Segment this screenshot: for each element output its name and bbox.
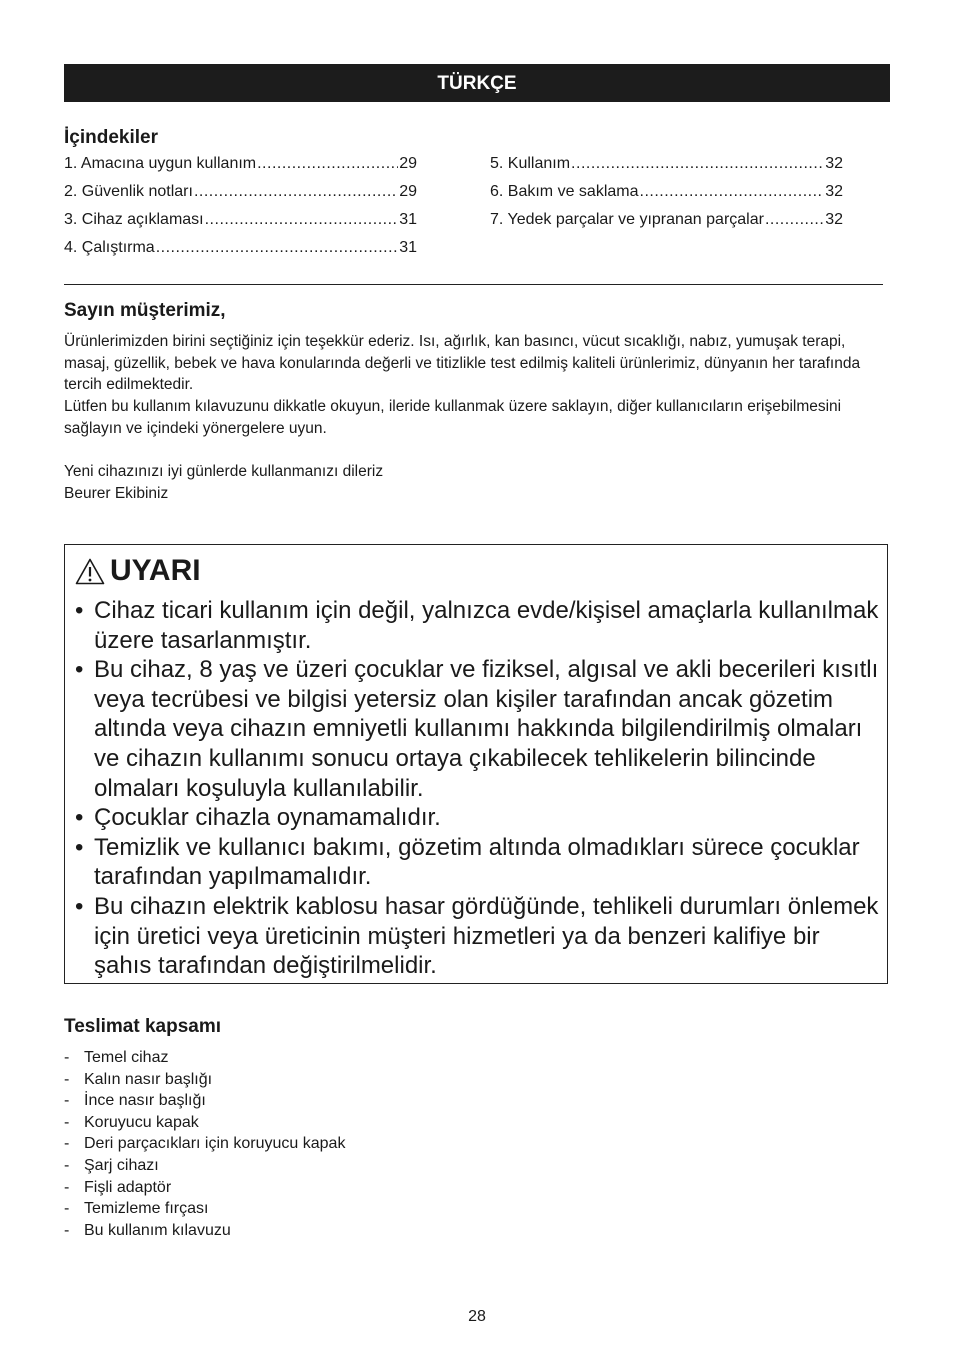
toc-column-left bbox=[64, 155, 417, 267]
warning-item: • Bu cihazın elektrik kablosu hasar gördüğünde, tehlikeli durumları önlemek için üretici veya üreticinin müşteri hizmetleri ya da benzeri kalifiye bir şahıs tarafından değiştirilmelidir. bbox=[75, 892, 883, 981]
delivery-item: - Kalın nasır başlığı bbox=[64, 1069, 345, 1091]
toc-leader bbox=[765, 211, 824, 229]
toc-item-label: 4. Çalıştırma bbox=[64, 239, 155, 256]
toc-leader bbox=[194, 183, 398, 201]
greeting-paragraph-1: Ürünlerimizden birini seçtiğiniz için teşekkür ederiz. Isı, ağırlık, kan basıncı, vücut sıcaklığı, nabız, yumuşak terapi, masaj, güzellik, bebek ve hava konularında değerli ve titizlikle test edilmiş kaliteli ürünlerimiz, dünyanın her tarafında tercih edilmektedir. bbox=[64, 333, 861, 394]
toc-item-label: 3. Cihaz açıklaması bbox=[64, 211, 204, 228]
toc-title: İçindekiler bbox=[64, 127, 158, 148]
toc-item-page: 32 bbox=[825, 211, 843, 228]
delivery-item: - Şarj cihazı bbox=[64, 1155, 345, 1177]
toc-item-label: 1. Amacına uygun kullanım bbox=[64, 155, 257, 172]
toc-item-page: 31 bbox=[399, 239, 417, 256]
delivery-title: Teslimat kapsamı bbox=[64, 1016, 222, 1037]
toc-item[interactable] bbox=[490, 155, 843, 183]
toc-item[interactable] bbox=[64, 155, 417, 183]
toc-item[interactable] bbox=[64, 211, 417, 239]
warning-item: • Bu cihaz, 8 yaş ve üzeri çocuklar ve fiziksel, algısal ve akli becerileri kısıtlı veya tecrübesi ve bilgisi yetersiz olan kişiler tarafından ancak gözetim altında veya cihazın emniyetli kullanımı hakkında bilgilendirilmiş olmaları ve cihazın kullanımı sonucu ortaya çıkabilecek tehlikelerin bilincinde olmaları koşuluyla kullanılabilir. bbox=[75, 655, 883, 803]
delivery-item: - Bu kullanım kılavuzu bbox=[64, 1220, 345, 1242]
warning-list bbox=[75, 596, 883, 981]
delivery-item: - Temel cihaz bbox=[64, 1047, 345, 1069]
toc-item-label: 7. Yedek parçalar ve yıpranan parçalar bbox=[490, 211, 764, 228]
warning-title: UYARI bbox=[110, 554, 201, 587]
toc-leader bbox=[640, 183, 825, 201]
toc-item-label: 6. Bakım ve saklama bbox=[490, 183, 639, 200]
warning-triangle-icon bbox=[75, 558, 105, 585]
toc-item[interactable] bbox=[64, 239, 417, 267]
toc-item[interactable] bbox=[490, 183, 843, 211]
toc-leader bbox=[571, 155, 824, 173]
warning-item: • Çocuklar cihazla oynamamalıdır. bbox=[75, 803, 883, 833]
delivery-list bbox=[64, 1047, 345, 1241]
toc-item-page: 32 bbox=[825, 183, 843, 200]
warning-item: • Cihaz ticari kullanım için değil, yalnızca evde/kişisel amaçlarla kullanılmak üzere tasarlanmıştır. bbox=[75, 596, 883, 655]
toc-item-page: 32 bbox=[825, 155, 843, 172]
toc-column-right bbox=[490, 155, 843, 239]
greeting-closing: Yeni cihazınızı iyi günlerde kullanmanızı dileriz bbox=[64, 463, 384, 480]
toc-item-page: 29 bbox=[399, 155, 417, 172]
greeting-title: Sayın müşterimiz, bbox=[64, 300, 226, 321]
warning-item: • Temizlik ve kullanıcı bakımı, gözetim altında olmadıkları sürece çocuklar tarafından yapılmamalıdır. bbox=[75, 833, 883, 892]
greeting-paragraph-2: Lütfen bu kullanım kılavuzunu dikkatle okuyun, ileride kullanmak üzere saklayın, diğer kullanıcıların erişebilmesini sağlayın ve içindeki yönergelere uyun. bbox=[64, 398, 842, 437]
warning-heading bbox=[75, 554, 201, 588]
delivery-item: - İnce nasır başlığı bbox=[64, 1090, 345, 1112]
toc-leader bbox=[156, 239, 399, 257]
greeting-signature: Beurer Ekibiniz bbox=[64, 485, 169, 502]
delivery-item: - Deri parçacıkları için koruyucu kapak bbox=[64, 1133, 345, 1155]
language-header: TÜRKÇE bbox=[64, 64, 890, 102]
toc-leader bbox=[205, 211, 399, 229]
toc-item[interactable] bbox=[490, 211, 843, 239]
toc-item-label: 5. Kullanım bbox=[490, 155, 571, 172]
toc-item-label: 2. Güvenlik notları bbox=[64, 183, 193, 200]
toc-item-page: 29 bbox=[399, 183, 417, 200]
delivery-item: - Koruyucu kapak bbox=[64, 1112, 345, 1134]
section-divider bbox=[64, 284, 883, 285]
delivery-item: - Fişli adaptör bbox=[64, 1177, 345, 1199]
toc-item[interactable] bbox=[64, 183, 417, 211]
warning-box bbox=[64, 544, 888, 984]
delivery-item: - Temizleme fırçası bbox=[64, 1198, 345, 1220]
toc-item-page: 31 bbox=[399, 211, 417, 228]
toc-leader bbox=[257, 155, 398, 173]
page-number: 28 bbox=[468, 1308, 486, 1325]
